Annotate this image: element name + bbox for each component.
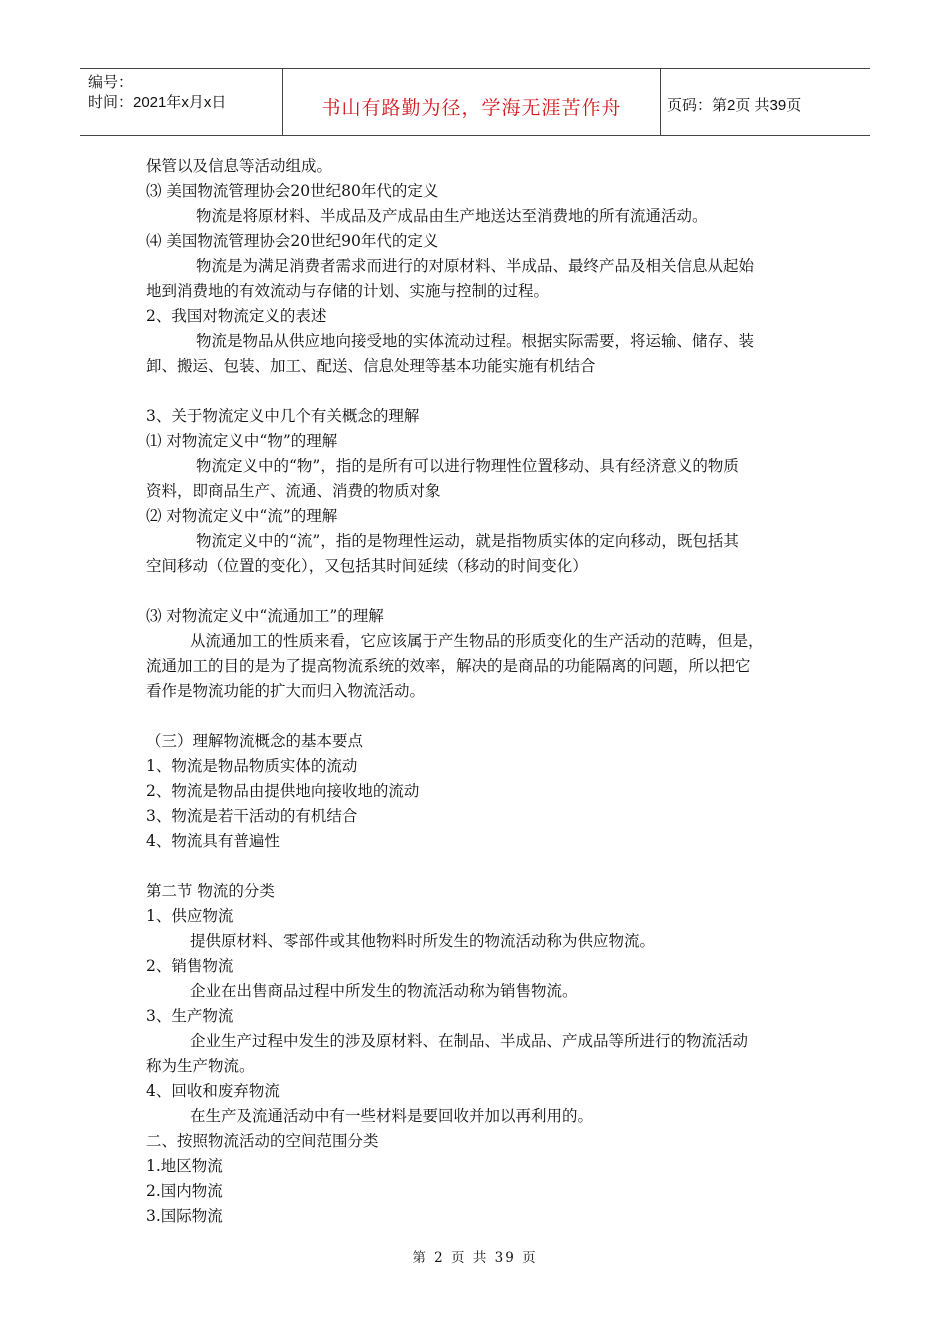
body-paragraph: 物流是为满足消费者需求而进行的对原材料、半成品、最终产品及相关信息从起始 xyxy=(196,257,755,275)
body-paragraph-cont: 地到消费地的有效流动与存储的计划、实施与控制的过程。 xyxy=(146,282,550,300)
body-paragraph: 提供原材料、零部件或其他物料时所发生的物流活动称为供应物流。 xyxy=(190,932,656,950)
list-item: 1.地区物流 xyxy=(146,1157,223,1175)
section-heading: 3、生产物流 xyxy=(146,1007,234,1025)
list-item: 3.国际物流 xyxy=(146,1207,223,1225)
header-info-cell xyxy=(80,69,283,135)
section-heading: ⑶ 美国物流管理协会20世纪80年代的定义 xyxy=(146,182,439,200)
body-paragraph-cont: 资料，即商品生产、流通、消费的物质对象 xyxy=(146,482,441,500)
section-heading: 4、回收和废弃物流 xyxy=(146,1082,280,1100)
page-footer: 第 2 页 共 39 页 xyxy=(412,1250,538,1266)
header-page-cell xyxy=(661,69,870,135)
section-heading: 3、关于物流定义中几个有关概念的理解 xyxy=(146,407,420,425)
body-paragraph-cont: 流通加工的目的是为了提高物流系统的效率，解决的是商品的功能隔离的问题，所以把它 xyxy=(146,657,751,675)
body-paragraph: 从流通加工的性质来看，它应该属于产生物品的形质变化的生产活动的范畴，但是， xyxy=(190,632,764,650)
header-motto-cell xyxy=(283,69,661,135)
section-heading: ⑷ 美国物流管理协会20世纪90年代的定义 xyxy=(146,232,439,250)
page-header xyxy=(80,68,870,136)
body-paragraph-cont: 看作是物流功能的扩大而归入物流活动。 xyxy=(146,682,426,700)
body-paragraph: 物流定义中的“流”，指的是物理性运动，就是指物质实体的定向移动，既包括其 xyxy=(196,532,739,550)
section-heading: ⑴ 对物流定义中“物”的理解 xyxy=(146,432,338,450)
header-page-number: 页码：第2页 共39页 xyxy=(667,97,802,114)
section-heading: 2、销售物流 xyxy=(146,957,234,975)
list-item: 2、物流是物品由提供地向接收地的流动 xyxy=(146,782,420,800)
body-paragraph-cont: 卸、搬运、包装、加工、配送、信息处理等基本功能实施有机结合 xyxy=(146,357,596,375)
body-paragraph: 物流定义中的“物”，指的是所有可以进行物理性位置移动、具有经济意义的物质 xyxy=(196,457,739,475)
header-motto: 书山有路勤为径，学海无涯苦作舟 xyxy=(321,97,622,119)
section-heading: （三）理解物流概念的基本要点 xyxy=(146,732,364,750)
body-paragraph: 在生产及流通活动中有一些材料是要回收并加以再利用的。 xyxy=(190,1107,594,1125)
list-item: 1、物流是物品物质实体的流动 xyxy=(146,757,358,775)
chapter-heading: 第二节 物流的分类 xyxy=(146,882,275,900)
section-heading: ⑶ 对物流定义中“流通加工”的理解 xyxy=(146,607,384,625)
body-paragraph: 物流是物品从供应地向接受地的实体流动过程。根据实际需要，将运输、储存、装 xyxy=(196,332,755,350)
section-heading: 1、供应物流 xyxy=(146,907,234,925)
body-line: 保管以及信息等活动组成。 xyxy=(146,157,333,175)
list-item: 4、物流具有普遍性 xyxy=(146,832,280,850)
body-paragraph-cont: 称为生产物流。 xyxy=(146,1057,255,1075)
body-paragraph: 企业在出售商品过程中所发生的物流活动称为销售物流。 xyxy=(190,982,578,1000)
body-paragraph: 企业生产过程中发生的涉及原材料、在制品、半成品、产成品等所进行的物流活动 xyxy=(190,1032,749,1050)
document-code-label: 编号： xyxy=(88,74,134,91)
body-paragraph: 物流是将原材料、半成品及产成品由生产地送达至消费地的所有流通活动。 xyxy=(196,207,708,225)
section-heading: 二、按照物流活动的空间范围分类 xyxy=(146,1132,379,1150)
document-date-label: 时间：2021年x月x日 xyxy=(88,94,227,111)
list-item: 2.国内物流 xyxy=(146,1182,223,1200)
section-heading: 2、我国对物流定义的表述 xyxy=(146,307,327,325)
body-paragraph-cont: 空间移动（位置的变化），又包括其时间延续（移动的时间变化） xyxy=(146,557,588,575)
list-item: 3、物流是若干活动的有机结合 xyxy=(146,807,358,825)
section-heading: ⑵ 对物流定义中“流”的理解 xyxy=(146,507,338,525)
